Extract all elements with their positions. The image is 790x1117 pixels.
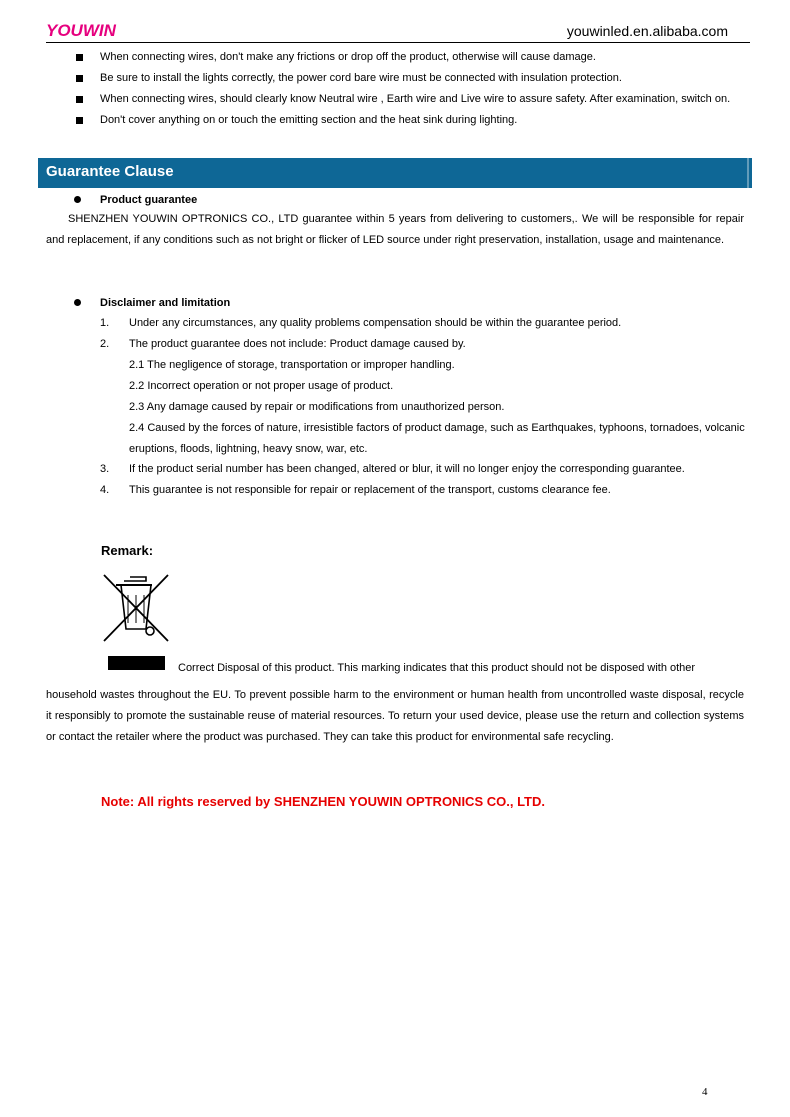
list-item: When connecting wires, don't make any frictions or drop off the product, otherwise will cause damage. (76, 47, 756, 68)
site-url: youwinled.en.alibaba.com (566, 23, 728, 39)
remark-heading: Remark: (101, 543, 154, 558)
disclaimer-item: 3. If the product serial number has been changed, altered or blur, it will no longer enjoy the corresponding guarantee. (100, 463, 685, 475)
disclaimer-item: 4. This guarantee is not responsible for repair or replacement of the transport, customs clearance fee. (100, 484, 611, 496)
page-header (46, 20, 750, 43)
section-title: Guarantee Clause (46, 163, 174, 180)
banner-edge (747, 158, 749, 188)
guarantee-paragraph: SHENZHEN YOUWIN OPTRONICS CO., LTD guarantee within 5 years from delivering to customers,. We will be responsible for repair and replacement, if any conditions such as not bright or flicker of LED source under right preservation, installation, usage and maintenance. (46, 213, 744, 246)
disclaimer-heading: Disclaimer and limitation (76, 296, 230, 310)
square-bullet-icon (76, 54, 83, 61)
brand-logo: YOUWIN (46, 21, 116, 40)
list-item: Don't cover anything on or touch the emitting section and the heat sink during lighting. (76, 110, 756, 131)
disclaimer-subitem: 2.1 The negligence of storage, transportation or improper handling. (129, 359, 455, 371)
list-item: When connecting wires, should clearly know Neutral wire , Earth wire and Live wire to assure safety. After examination, switch on. (76, 89, 756, 110)
remark-lead: Correct Disposal of this product. This marking indicates that this product should not be disposed with other (178, 662, 696, 674)
disclaimer-item: 2. The product guarantee does not include: Product damage caused by. (100, 338, 466, 350)
precautions-list (76, 47, 756, 131)
section-banner (38, 158, 752, 188)
round-bullet-icon (74, 196, 81, 203)
crossed-out-wheelie-bin-icon (100, 571, 172, 645)
disclaimer-item: 1. Under any circumstances, any quality problems compensation should be within the guarantee period. (100, 317, 622, 329)
disclaimer-subitem: 2.4 Caused by the forces of nature, irresistible factors of product damage, such as Earthquakes, typhoons, tornadoes, volcanic eruptions, floods, lightning, heavy snow, war, etc. (129, 422, 745, 455)
list-item: Be sure to install the lights correctly, the power cord bare wire must be connected with insulation protection. (76, 68, 756, 89)
remark-paragraph: household wastes throughout the EU. To prevent possible harm to the environment or human health from uncontrolled waste disposal, recycle it responsibly to promote the sustainable reuse of material resources. To return your used device, please use the return and collection systems or contact the retailer where the product was purchased. They can take this product for environmental safe recycling. (46, 689, 744, 743)
product-guarantee-heading: Product guarantee (76, 193, 197, 207)
square-bullet-icon (76, 96, 83, 103)
square-bullet-icon (76, 75, 83, 82)
disclaimer-subitem: 2.2 Incorrect operation or not proper usage of product. (129, 380, 394, 392)
square-bullet-icon (76, 117, 83, 124)
disclaimer-subitem: 2.3 Any damage caused by repair or modifications from unauthorized person. (129, 401, 505, 413)
page-number: 4 (702, 1086, 708, 1098)
round-bullet-icon (74, 299, 81, 306)
rights-note: Note: All rights reserved by SHENZHEN YOUWIN OPTRONICS CO., LTD. (101, 794, 545, 809)
